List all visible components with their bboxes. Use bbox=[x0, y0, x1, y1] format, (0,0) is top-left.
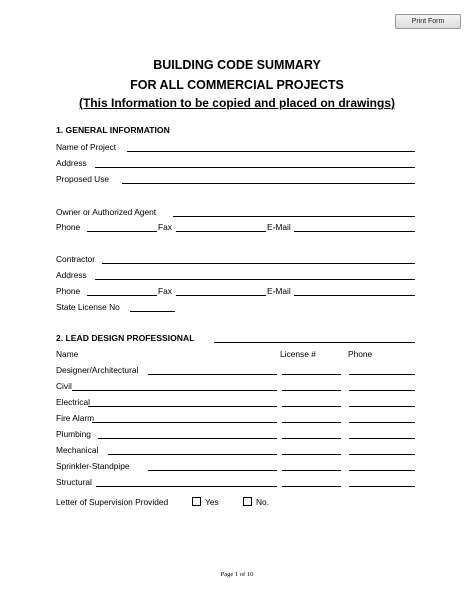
phone-field[interactable] bbox=[87, 231, 157, 232]
state-license-label: State License No bbox=[56, 302, 120, 312]
professional-phone-field[interactable] bbox=[349, 454, 415, 455]
license-number-field[interactable] bbox=[282, 406, 341, 407]
yes-label: Yes bbox=[205, 497, 219, 507]
contractor-fax-field[interactable] bbox=[176, 295, 266, 296]
contractor-address-field[interactable] bbox=[95, 279, 415, 280]
col-license-header: License # bbox=[280, 349, 316, 359]
no-label: No. bbox=[256, 497, 270, 507]
email-field[interactable] bbox=[294, 231, 415, 232]
title-line-2: FOR ALL COMMERCIAL PROJECTS bbox=[130, 78, 344, 92]
name-of-project-label: Name of Project bbox=[56, 142, 117, 152]
col-name-header: Name bbox=[56, 349, 79, 359]
professional-name-field[interactable] bbox=[72, 390, 277, 391]
contractor-email-field[interactable] bbox=[294, 295, 415, 296]
license-number-field[interactable] bbox=[282, 454, 341, 455]
professional-phone-field[interactable] bbox=[349, 390, 415, 391]
proposed-use-label: Proposed Use bbox=[56, 174, 110, 184]
professional-phone-field[interactable] bbox=[349, 438, 415, 439]
professional-phone-field[interactable] bbox=[349, 422, 415, 423]
owner-agent-label: Owner or Authorized Agent bbox=[56, 207, 157, 217]
section-general-heading: 1. GENERAL INFORMATION bbox=[56, 125, 170, 135]
name-of-project-field[interactable] bbox=[127, 151, 415, 152]
contractor-address-label: Address bbox=[56, 270, 87, 280]
discipline-label: Plumbing bbox=[56, 429, 91, 439]
license-number-field[interactable] bbox=[282, 390, 341, 391]
professional-name-field[interactable] bbox=[96, 486, 277, 487]
no-checkbox[interactable] bbox=[243, 497, 252, 506]
license-number-field[interactable] bbox=[282, 470, 341, 471]
license-number-field[interactable] bbox=[282, 374, 341, 375]
discipline-label: Electrical bbox=[56, 397, 90, 407]
contractor-phone-label: Phone bbox=[56, 286, 81, 296]
col-phone-header: Phone bbox=[348, 349, 373, 359]
address-label: Address bbox=[56, 158, 87, 168]
yes-checkbox[interactable] bbox=[192, 497, 201, 506]
contractor-field[interactable] bbox=[102, 263, 415, 264]
discipline-label: Structural bbox=[56, 477, 92, 487]
license-number-field[interactable] bbox=[282, 486, 341, 487]
proposed-use-field[interactable] bbox=[122, 183, 415, 184]
address-field[interactable] bbox=[95, 167, 415, 168]
state-license-field[interactable] bbox=[130, 311, 175, 312]
section-lead-heading: 2. LEAD DESIGN PROFESSIONAL bbox=[56, 333, 195, 343]
professional-phone-field[interactable] bbox=[349, 486, 415, 487]
license-number-field[interactable] bbox=[282, 438, 341, 439]
professional-phone-field[interactable] bbox=[349, 470, 415, 471]
title-line-1: BUILDING CODE SUMMARY bbox=[153, 58, 321, 72]
title-line-3: (This Information to be copied and placed on drawings) bbox=[78, 96, 395, 110]
print-form-button[interactable]: Print Form bbox=[395, 14, 461, 29]
contractor-email-label: E-Mail bbox=[267, 286, 291, 296]
license-number-field[interactable] bbox=[282, 422, 341, 423]
lead-heading-field[interactable] bbox=[214, 342, 415, 343]
owner-agent-field[interactable] bbox=[173, 216, 415, 217]
fax-label: Fax bbox=[158, 222, 172, 232]
contractor-phone-field[interactable] bbox=[87, 295, 157, 296]
professional-name-field[interactable] bbox=[108, 454, 277, 455]
professional-name-field[interactable] bbox=[148, 470, 277, 471]
discipline-label: Fire Alarm bbox=[56, 413, 95, 423]
letter-of-supervision-label: Letter of Supervision Provided bbox=[56, 497, 169, 507]
contractor-fax-label: Fax bbox=[158, 286, 172, 296]
fax-field[interactable] bbox=[176, 231, 266, 232]
contractor-label: Contractor bbox=[56, 254, 96, 264]
professional-name-field[interactable] bbox=[98, 438, 277, 439]
professional-name-field[interactable] bbox=[148, 374, 277, 375]
page-number: Page 1 of 10 bbox=[220, 571, 254, 578]
discipline-label: Mechanical bbox=[56, 445, 99, 455]
professional-phone-field[interactable] bbox=[349, 406, 415, 407]
email-label: E-Mail bbox=[267, 222, 291, 232]
discipline-label: Sprinkler-Standpipe bbox=[56, 461, 130, 471]
professional-name-field[interactable] bbox=[88, 406, 277, 407]
discipline-label: Civil bbox=[56, 381, 72, 391]
professional-name-field[interactable] bbox=[92, 422, 277, 423]
professional-phone-field[interactable] bbox=[349, 374, 415, 375]
phone-label: Phone bbox=[56, 222, 81, 232]
discipline-label: Designer/Architectural bbox=[56, 365, 139, 375]
